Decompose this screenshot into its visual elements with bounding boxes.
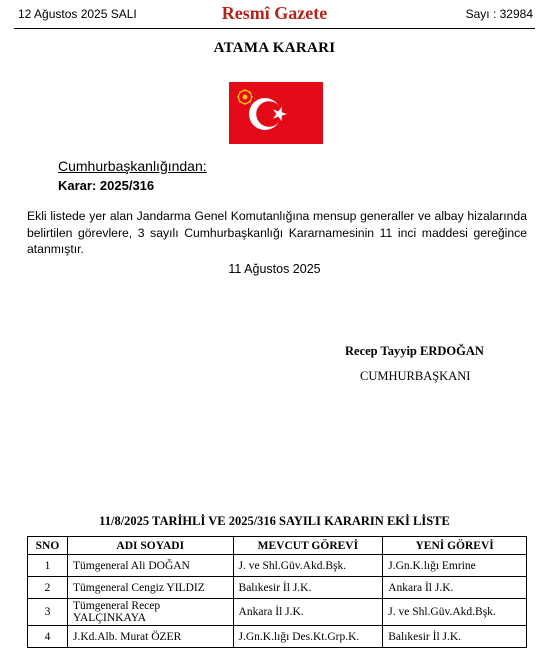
table-row bbox=[28, 577, 527, 599]
row-current-duty: Ankara İl J.K. bbox=[233, 599, 383, 626]
row-new-duty: Balıkesir İl J.K. bbox=[383, 626, 527, 648]
appointment-table bbox=[27, 536, 527, 648]
row-name: Tümgeneral Cengiz YILDIZ bbox=[67, 577, 233, 599]
row-name: Tümgeneral Ali DOĞAN bbox=[67, 555, 233, 577]
column-header-sno: SNO bbox=[28, 537, 68, 555]
table-row bbox=[28, 599, 527, 626]
signer-title: CUMHURBAŞKANI bbox=[360, 369, 471, 383]
row-sno: 3 bbox=[28, 599, 68, 626]
issue-number: Sayı : 32984 bbox=[465, 7, 533, 21]
turkish-flag-icon bbox=[229, 82, 323, 144]
table-row bbox=[28, 626, 527, 648]
gazette-title: Resmî Gazete bbox=[221, 3, 328, 23]
issuing-authority: Cumhurbaşkanlığından: bbox=[58, 158, 207, 174]
row-current-duty: J.Gn.K.lığı Des.Kt.Grp.K. bbox=[233, 626, 383, 648]
table-row bbox=[28, 555, 527, 577]
table-header-row bbox=[28, 537, 527, 555]
row-current-duty: J. ve Shl.Güv.Akd.Bşk. bbox=[233, 555, 383, 577]
column-header-current-duty: MEVCUT GÖREVİ bbox=[233, 537, 383, 555]
column-header-new-duty: YENİ GÖREVİ bbox=[383, 537, 527, 555]
row-new-duty: Ankara İl J.K. bbox=[383, 577, 527, 599]
decision-body: Ekli listede yer alan Jandarma Genel Komutanlığına mensup generaller ve albay hizalarında belirtilen görevlere, 3 sayılı Cumhurbaşkanlığı Kararnamesinin 11 inci maddesi gereğince atanmıştır. bbox=[27, 209, 527, 256]
signer-name: Recep Tayyip ERDOĞAN bbox=[345, 344, 484, 358]
decision-number: Karar: 2025/316 bbox=[58, 178, 155, 193]
column-header-name: ADI SOYADI bbox=[67, 537, 233, 555]
row-sno: 1 bbox=[28, 555, 68, 577]
annex-list-heading: 11/8/2025 TARİHLİ VE 2025/316 SAYILI KARARIN EKİ LİSTE bbox=[99, 514, 450, 528]
row-current-duty: Balıkesir İl J.K. bbox=[233, 577, 383, 599]
row-sno: 2 bbox=[28, 577, 68, 599]
decision-date: 11 Ağustos 2025 bbox=[228, 262, 321, 276]
gazette-header bbox=[0, 0, 549, 30]
document-title: ATAMA KARARI bbox=[213, 40, 336, 56]
publication-date: 12 Ağustos 2025 SALI bbox=[18, 7, 137, 21]
row-name: J.Kd.Alb. Murat ÖZER bbox=[67, 626, 233, 648]
header-divider bbox=[14, 28, 535, 29]
row-name: Tümgeneral Recep YALÇINKAYA bbox=[67, 599, 233, 626]
row-new-duty: J.Gn.K.lığı Emrine bbox=[383, 555, 527, 577]
row-sno: 4 bbox=[28, 626, 68, 648]
row-new-duty: J. ve Shl.Güv.Akd.Bşk. bbox=[383, 599, 527, 626]
